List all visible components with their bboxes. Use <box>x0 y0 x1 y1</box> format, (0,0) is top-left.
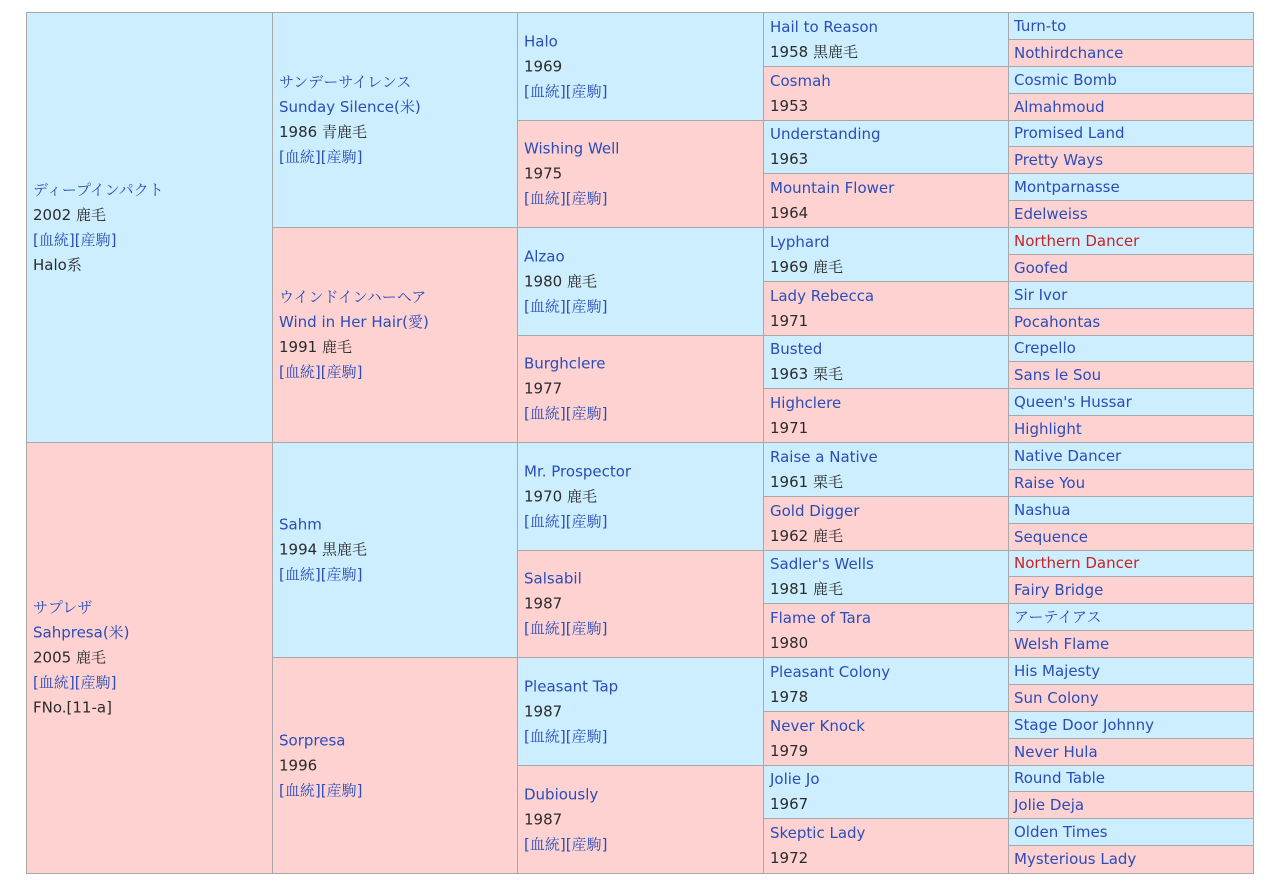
horse-name-link[interactable]: Edelweiss <box>1014 205 1088 223</box>
pedigree-cell-gen4 <box>764 389 1009 443</box>
pedigree-links <box>524 187 759 212</box>
pedigree-cell-gen5 <box>1009 282 1253 309</box>
bloodline-link[interactable]: [血統] <box>279 363 321 381</box>
horse-name-link[interactable]: Wind in Her Hair(愛) <box>279 313 429 331</box>
offspring-link[interactable]: [産駒] <box>320 363 363 381</box>
horse-name-link[interactable]: Crepello <box>1014 339 1076 357</box>
pedigree-cell-gen3 <box>518 443 764 551</box>
pedigree-cell-gen2 <box>273 13 518 228</box>
horse-info <box>524 244 759 319</box>
pedigree-cell-gen5 <box>1009 443 1253 470</box>
offspring-link[interactable]: [産駒] <box>565 727 608 745</box>
horse-info <box>770 660 1004 710</box>
offspring-link[interactable]: [産駒] <box>565 835 608 853</box>
bloodline-link[interactable]: [血統] <box>524 619 566 638</box>
pedigree-links <box>524 402 759 427</box>
horse-detail: 1971 <box>770 311 809 330</box>
horse-detail: 1967 <box>770 795 809 813</box>
pedigree-cell-gen4 <box>764 497 1009 551</box>
horse-detail: 1987 <box>524 594 563 613</box>
horse-info <box>770 15 1004 65</box>
bloodline-link[interactable]: [血統] <box>279 148 321 166</box>
offspring-link[interactable]: [産駒] <box>74 673 117 692</box>
horse-name-link[interactable]: Never Knock <box>770 716 865 735</box>
horse-info <box>770 552 1004 602</box>
pedigree-cell-gen4 <box>764 712 1009 766</box>
horse-name-link[interactable]: Northern Dancer <box>1014 232 1140 250</box>
pedigree-cell-gen4 <box>764 228 1009 282</box>
horse-name-link[interactable]: ウインドインハーヘア <box>279 288 427 306</box>
horse-detail: 1963 栗毛 <box>770 365 843 383</box>
horse-name-link[interactable]: Busted <box>770 340 823 358</box>
pedigree-cell-gen4 <box>764 121 1009 174</box>
horse-name-link[interactable]: Stage Door Johnny <box>1014 716 1154 734</box>
pedigree-cell-gen4 <box>764 551 1009 604</box>
pedigree-cell-gen5 <box>1009 551 1253 577</box>
horse-name-link[interactable]: Sadler's Wells <box>770 555 874 573</box>
bloodline-link[interactable]: [血統] <box>524 189 566 208</box>
horse-name-link[interactable]: Sir Ivor <box>1014 286 1068 304</box>
pedigree-cell-gen4 <box>764 174 1009 228</box>
horse-name-link[interactable]: Native Dancer <box>1014 447 1122 465</box>
pedigree-cell-gen5 <box>1009 470 1253 497</box>
bloodline-link[interactable]: [血統] <box>33 230 75 249</box>
horse-name-link[interactable]: Flame of Tara <box>770 608 872 627</box>
horse-detail: Halo系 <box>33 255 82 274</box>
horse-info <box>770 284 1004 334</box>
horse-info <box>279 285 513 385</box>
horse-name-link[interactable]: Alzao <box>524 247 565 265</box>
pedigree-cell-gen2 <box>273 228 518 443</box>
pedigree-cell-gen5 <box>1009 309 1253 336</box>
pedigree-cell-gen5 <box>1009 94 1253 121</box>
horse-detail: 1978 <box>770 687 809 706</box>
horse-name-link[interactable]: Cosmic Bomb <box>1014 71 1117 89</box>
horse-detail: 1991 鹿毛 <box>279 338 352 356</box>
pedigree-cell-gen4 <box>764 819 1009 873</box>
horse-detail: 1969 鹿毛 <box>770 257 843 276</box>
horse-name-link[interactable]: Pretty Ways <box>1014 151 1104 169</box>
pedigree-cell-gen4 <box>764 443 1009 497</box>
pedigree-links <box>33 228 268 253</box>
horse-info <box>770 445 1004 495</box>
horse-info <box>279 728 513 803</box>
pedigree-cell-gen5 <box>1009 255 1253 282</box>
horse-detail: 1953 <box>770 96 809 115</box>
horse-detail: 1996 <box>279 756 318 774</box>
pedigree-cell-gen5 <box>1009 228 1253 255</box>
pedigree-cell-gen5 <box>1009 174 1253 201</box>
pedigree-links <box>33 671 268 696</box>
horse-info <box>770 337 1004 387</box>
pedigree-cell-gen2 <box>273 658 518 873</box>
horse-info <box>770 821 1004 871</box>
offspring-link[interactable]: [産駒] <box>74 230 117 249</box>
horse-info <box>770 176 1004 226</box>
horse-name-link[interactable]: Cosmah <box>770 71 831 90</box>
horse-name-link[interactable]: Almahmoud <box>1014 98 1105 116</box>
pedigree-cell-gen3 <box>518 228 764 336</box>
horse-name-link[interactable]: Promised Land <box>1014 124 1125 142</box>
horse-name-link[interactable]: Northern Dancer <box>1014 554 1140 572</box>
horse-name-link[interactable]: Hail to Reason <box>770 17 879 36</box>
horse-detail: 1962 鹿毛 <box>770 526 843 545</box>
horse-name-link[interactable]: Lady Rebecca <box>770 286 875 305</box>
pedigree-cell-gen4 <box>764 766 1009 819</box>
horse-info <box>524 137 759 212</box>
horse-name-link[interactable]: Burghclere <box>524 354 606 373</box>
horse-info <box>770 714 1004 764</box>
horse-name-link[interactable]: Sun Colony <box>1014 689 1099 707</box>
horse-name-link[interactable]: Sunday Silence(米) <box>279 98 421 116</box>
horse-detail: 1971 <box>770 418 809 437</box>
pedigree-cell-gen5 <box>1009 792 1253 819</box>
pedigree-cell-gen1 <box>27 443 273 873</box>
pedigree-links <box>524 617 759 642</box>
horse-name-link[interactable]: Mountain Flower <box>770 178 895 197</box>
bloodline-link[interactable]: [血統] <box>279 565 321 584</box>
horse-info <box>524 782 759 857</box>
horse-name-link[interactable]: Understanding <box>770 125 881 143</box>
offspring-link[interactable]: [産駒] <box>565 512 608 530</box>
horse-info <box>524 29 759 104</box>
horse-info <box>770 391 1004 441</box>
pedigree-cell-gen5 <box>1009 13 1253 40</box>
horse-name-link[interactable]: Salsabil <box>524 569 582 588</box>
horse-detail: 1977 <box>524 379 563 398</box>
horse-name-link[interactable]: Round Table <box>1014 769 1106 787</box>
horse-name-link[interactable]: Dubiously <box>524 785 599 803</box>
horse-name-link[interactable]: Highlight <box>1014 420 1082 438</box>
pedigree-cell-gen5 <box>1009 497 1253 524</box>
pedigree-cell-gen3 <box>518 658 764 766</box>
pedigree-cell-gen3 <box>518 13 764 121</box>
pedigree-cell-gen5 <box>1009 524 1253 551</box>
horse-detail: 1980 <box>770 633 809 652</box>
pedigree-links <box>279 145 513 170</box>
pedigree-cell-gen5 <box>1009 631 1253 658</box>
horse-name-link[interactable]: Wishing Well <box>524 139 620 158</box>
offspring-link[interactable]: [産駒] <box>565 619 608 638</box>
horse-detail: 1970 鹿毛 <box>524 487 597 505</box>
horse-name-link[interactable]: Nothirdchance <box>1014 44 1124 62</box>
pedigree-cell-gen4 <box>764 67 1009 121</box>
offspring-link[interactable]: [産駒] <box>320 565 363 584</box>
bloodline-link[interactable]: [血統] <box>524 835 566 853</box>
offspring-link[interactable]: [産駒] <box>320 148 363 166</box>
horse-name-link[interactable]: His Majesty <box>1014 662 1101 680</box>
pedigree-cell-gen3 <box>518 121 764 228</box>
pedigree-cell-gen5 <box>1009 40 1253 67</box>
horse-detail: 1980 鹿毛 <box>524 272 597 290</box>
bloodline-link[interactable]: [血統] <box>524 512 566 530</box>
pedigree-links <box>524 832 759 857</box>
pedigree-cell-gen5 <box>1009 389 1253 416</box>
horse-name-link[interactable]: Never Hula <box>1014 743 1098 761</box>
bloodline-link[interactable]: [血統] <box>524 297 566 315</box>
offspring-link[interactable]: [産駒] <box>565 189 608 208</box>
horse-info <box>33 596 268 721</box>
pedigree-links <box>524 724 759 749</box>
horse-name-link[interactable]: Gold Digger <box>770 501 860 520</box>
pedigree-cell-gen5 <box>1009 819 1253 846</box>
horse-name-link[interactable]: Lyphard <box>770 232 830 251</box>
horse-name-link[interactable]: Sans le Sou <box>1014 366 1102 384</box>
horse-detail: 1981 鹿毛 <box>770 580 843 598</box>
horse-name-link[interactable]: ディープインパクト <box>33 180 164 199</box>
pedigree-cell-gen4 <box>764 604 1009 658</box>
pedigree-cell-gen5 <box>1009 201 1253 228</box>
horse-info <box>770 122 1004 172</box>
horse-detail: 1961 栗毛 <box>770 472 843 491</box>
offspring-link[interactable]: [産駒] <box>565 297 608 315</box>
pedigree-links <box>524 79 759 104</box>
horse-name-link[interactable]: Welsh Flame <box>1014 635 1110 653</box>
horse-info <box>770 606 1004 656</box>
pedigree-cell-gen5 <box>1009 739 1253 766</box>
pedigree-cell-gen5 <box>1009 336 1253 362</box>
horse-name-link[interactable]: Pleasant Tap <box>524 677 619 695</box>
horse-name-link[interactable]: Sahpresa(米) <box>33 623 130 642</box>
pedigree-cell-gen5 <box>1009 67 1253 94</box>
pedigree-cell-gen5 <box>1009 766 1253 792</box>
horse-name-link[interactable]: Sorpresa <box>279 731 346 749</box>
horse-name-link[interactable]: Raise a Native <box>770 447 878 466</box>
pedigree-cell-gen3 <box>518 336 764 443</box>
pedigree-cell-gen5 <box>1009 604 1253 631</box>
horse-name-link[interactable]: サプレザ <box>33 598 93 617</box>
horse-name-link[interactable]: Skeptic Lady <box>770 824 866 842</box>
horse-detail: 1975 <box>524 164 563 183</box>
horse-name-link[interactable]: Nashua <box>1014 501 1071 519</box>
horse-info <box>524 352 759 427</box>
pedigree-links <box>279 563 513 588</box>
horse-name-link[interactable]: Mysterious Lady <box>1014 850 1137 868</box>
pedigree-links <box>279 778 513 803</box>
horse-detail: 1986 青鹿毛 <box>279 123 367 141</box>
pedigree-cell-gen4 <box>764 13 1009 67</box>
horse-name-link[interactable]: Montparnasse <box>1014 178 1120 196</box>
pedigree-cell-gen3 <box>518 766 764 873</box>
horse-name-link[interactable]: Jolie Deja <box>1014 796 1085 814</box>
horse-info <box>770 230 1004 280</box>
horse-detail: 1994 黒鹿毛 <box>279 540 367 559</box>
horse-info <box>33 178 268 278</box>
pedigree-cell-gen1 <box>27 13 273 443</box>
pedigree-cell-gen5 <box>1009 121 1253 147</box>
horse-info <box>524 459 759 534</box>
horse-detail: 2005 鹿毛 <box>33 648 106 667</box>
horse-name-link[interactable]: Fairy Bridge <box>1014 581 1104 599</box>
offspring-link[interactable]: [産駒] <box>320 781 363 799</box>
horse-name-link[interactable]: Queen's Hussar <box>1014 393 1132 411</box>
pedigree-cell-gen5 <box>1009 658 1253 685</box>
pedigree-table <box>26 12 1254 874</box>
horse-detail: 1958 黒鹿毛 <box>770 42 858 61</box>
pedigree-cell-gen4 <box>764 282 1009 336</box>
horse-name-link[interactable]: Turn-to <box>1014 17 1067 35</box>
horse-name-link[interactable]: Pleasant Colony <box>770 662 891 681</box>
bloodline-link[interactable]: [血統] <box>279 781 321 799</box>
pedigree-cell-gen5 <box>1009 147 1253 174</box>
horse-info <box>279 513 513 588</box>
horse-name-link[interactable]: Olden Times <box>1014 823 1108 841</box>
horse-detail: 2002 鹿毛 <box>33 205 106 224</box>
horse-name-link[interactable]: サンデーサイレンス <box>279 73 412 91</box>
horse-name-link[interactable]: Pocahontas <box>1014 313 1101 331</box>
horse-detail: FNo.[11-a] <box>33 698 112 717</box>
horse-detail: 1972 <box>770 849 809 867</box>
horse-detail: 1979 <box>770 741 809 760</box>
pedigree-cell-gen5 <box>1009 712 1253 739</box>
horse-info <box>770 767 1004 817</box>
horse-detail: 1964 <box>770 203 809 222</box>
pedigree-links <box>524 509 759 534</box>
pedigree-cell-gen4 <box>764 336 1009 389</box>
horse-name-link[interactable]: Highclere <box>770 393 842 412</box>
horse-info <box>770 69 1004 119</box>
bloodline-link[interactable]: [血統] <box>33 673 75 692</box>
horse-info <box>770 499 1004 549</box>
horse-info <box>524 674 759 749</box>
horse-info <box>279 70 513 170</box>
pedigree-cell-gen3 <box>518 551 764 658</box>
horse-info <box>524 567 759 642</box>
horse-detail: 1987 <box>524 702 563 720</box>
offspring-link[interactable]: [産駒] <box>565 404 608 423</box>
bloodline-link[interactable]: [血統] <box>524 404 566 423</box>
horse-detail: 1969 <box>524 57 563 75</box>
pedigree-links <box>279 360 513 385</box>
pedigree-cell-gen5 <box>1009 416 1253 443</box>
horse-name-link[interactable]: Mr. Prospector <box>524 462 632 480</box>
horse-name-link[interactable]: Jolie Jo <box>770 770 820 788</box>
horse-name-link[interactable]: Halo <box>524 32 558 50</box>
horse-detail: 1963 <box>770 150 809 168</box>
horse-name-link[interactable]: アーテイアス <box>1014 608 1102 626</box>
bloodline-link[interactable]: [血統] <box>524 727 566 745</box>
pedigree-cell-gen5 <box>1009 846 1253 873</box>
horse-name-link[interactable]: Sequence <box>1014 528 1088 546</box>
pedigree-links <box>524 294 759 319</box>
horse-name-link[interactable]: Raise You <box>1014 474 1086 492</box>
pedigree-cell-gen4 <box>764 658 1009 712</box>
pedigree-cell-gen5 <box>1009 685 1253 712</box>
bloodline-link[interactable]: [血統] <box>524 82 566 100</box>
horse-name-link[interactable]: Goofed <box>1014 259 1069 277</box>
pedigree-cell-gen5 <box>1009 577 1253 604</box>
offspring-link[interactable]: [産駒] <box>565 82 608 100</box>
horse-detail: 1987 <box>524 810 563 828</box>
pedigree-cell-gen5 <box>1009 362 1253 389</box>
pedigree-cell-gen2 <box>273 443 518 658</box>
horse-name-link[interactable]: Sahm <box>279 515 322 534</box>
